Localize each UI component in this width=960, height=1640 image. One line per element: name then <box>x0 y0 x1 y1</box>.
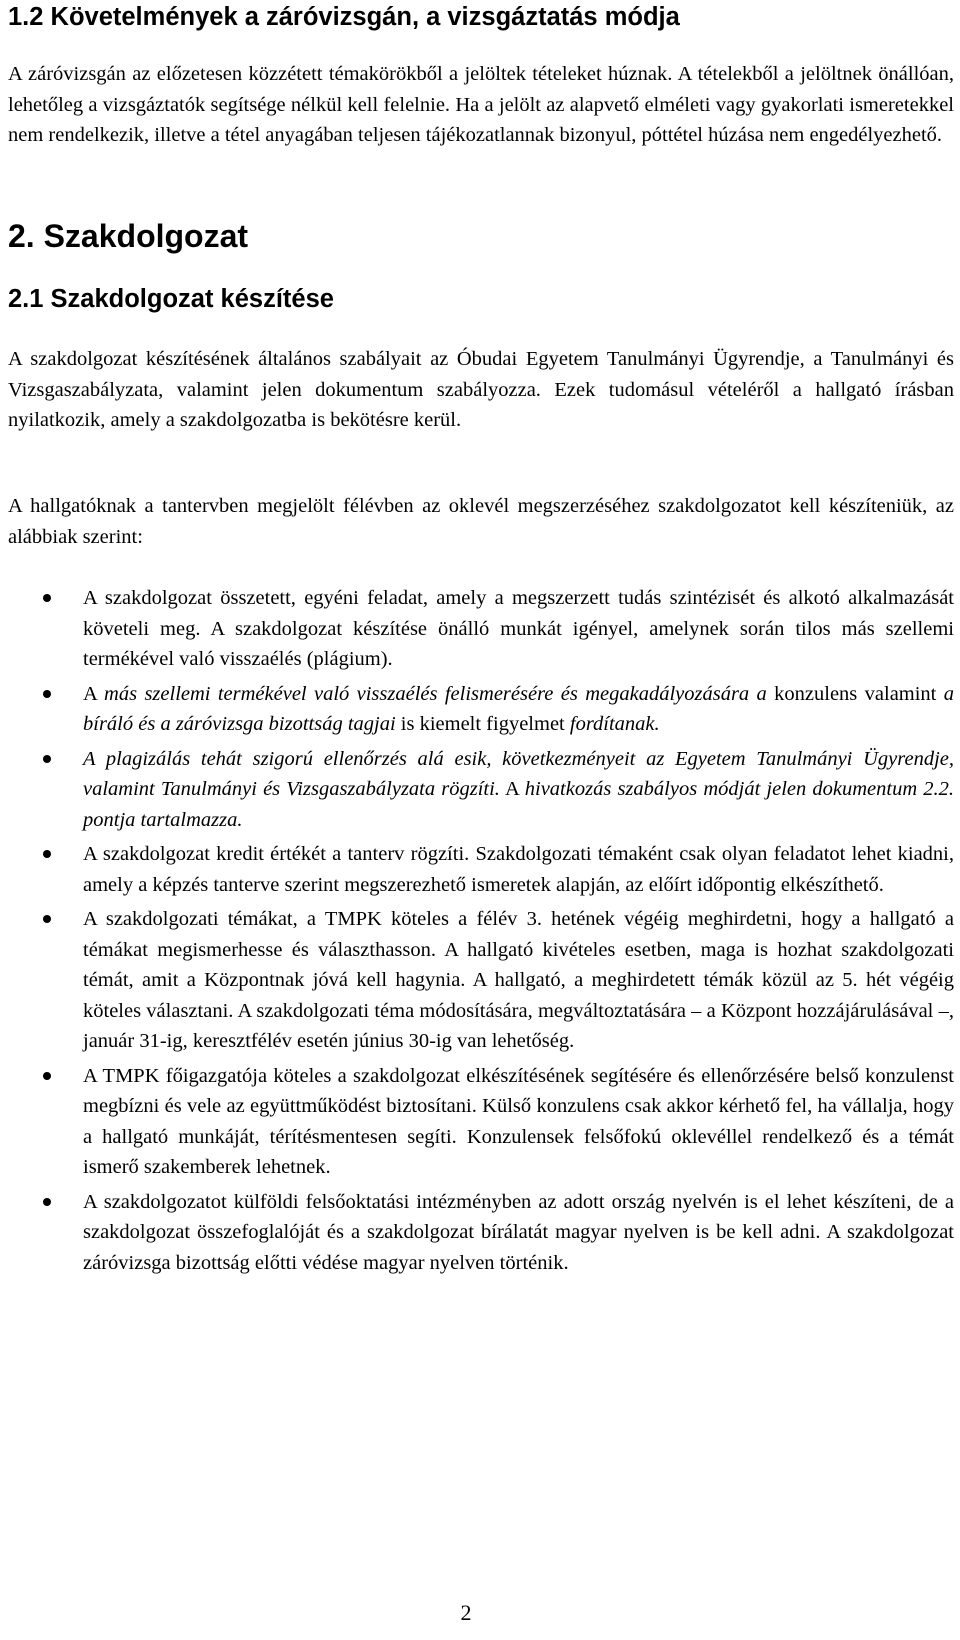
section-heading-1-2: 1.2 Követelmények a záróvizsgán, a vizsgáztatás módja <box>8 3 680 31</box>
list-item-text-italic: fordítanak. <box>569 713 660 735</box>
list-item <box>8 839 954 900</box>
thesis-requirements-list <box>8 583 954 1282</box>
list-item-text: A szakdolgozat összetett, egyéni feladat, amely a megszerzett tudás szintézisét és alkotó alkalmazását követeli meg. A szakdolgozat készítése önálló munkát igényel, amelynek során tilos más szellemi termékével való visszaélés (plágium). <box>83 587 954 670</box>
list-item-text: A <box>83 682 105 705</box>
bullet-icon <box>43 594 51 602</box>
bullet-icon <box>43 755 51 763</box>
list-item <box>8 583 954 675</box>
list-item-text-italic: a bíráló és a záróvizsga bizottság tagjai <box>83 682 954 735</box>
paragraph-exam-requirements: A záróvizsgán az előzetesen közzétett témakörökből a jelöltek tételeket húznak. A tételekből a jelöltnek önállóan, lehetőleg a vizsgáztatók segítsége nélkül kell felelnie. Ha a jelölt az alapvető elméleti vagy gyakorlati ismeretekkel nem rendelkezik, illetve a tétel anyagában teljesen tájékozatlannak bizonyul, póttétel húzása nem engedélyezhető. <box>8 63 954 146</box>
section-heading-2-1: 2.1 Szakdolgozat készítése <box>8 285 334 313</box>
list-item-text-italic: A plagizálás tehát szigorú ellenőrzés alá esik, következményeit az Egyetem Tanulmányi Ügyrendje, valamint Tanulmányi és Vizsgaszabályzata rögzíti. <box>83 747 954 800</box>
bullet-icon <box>43 690 51 698</box>
list-item-text-italic: hivatkozás szabályos módját jelen dokumentum 2.2. pontja tartalmazza. <box>83 778 955 831</box>
section-heading-2: 2. Szakdolgozat <box>8 218 249 254</box>
list-item-text: A szakdolgozatot külföldi felsőoktatási intézményben az adott ország nyelvén is el lehet készíteni, de a szakdolgozat összefoglalóját és a szakdolgozat bírálatát magyar nyelven is be kell adni. A szakdolgozat záróvizsga bizottság előtti védése magyar nyelven történik. <box>83 1190 954 1274</box>
list-item <box>8 679 954 740</box>
bullet-icon <box>43 915 51 923</box>
list-item-text: A <box>499 778 525 800</box>
paragraph-thesis-rules: A szakdolgozat készítésének általános szabályait az Óbudai Egyetem Tanulmányi Ügyrendje, a Tanulmányi és Vizsgaszabályzata, valamint jelen dokumentum szabályozza. Ezek tudomásul vételéről a hallgató írásban nyilatkozik, amely a szakdolgozatba is bekötésre kerül. <box>8 348 954 431</box>
list-item-text: A TMPK főigazgatója köteles a szakdolgozat elkészítésének segítésére és ellenőrzésére belső konzulenst megbízni és vele az együttműködést biztosítani. Külső konzulens csak akkor kérhető fel, ha vállalja, hogy a hallgató munkáját, térítésmentesen segíti. Konzulensek felsőfokú oklevéllel rendelkező és a témát ismerő szakemberek lehetnek. <box>83 1064 954 1178</box>
page-number: 2 <box>460 1600 472 1625</box>
bullet-icon <box>43 1072 51 1080</box>
paragraph-thesis-intro: A hallgatóknak a tantervben megjelölt félévben az oklevél megszerzéséhez szakdolgozatot kell készíteniük, az alábbiak szerint: <box>8 495 954 548</box>
list-item <box>8 1061 954 1183</box>
list-item-text: A szakdolgozati témákat, a TMPK köteles a félév 3. hetének végéig meghirdetni, hogy a hallgató a témákat megismerhesse és választhasson. A hallgató kivételes esetben, maga is hozhat szakdolgozati témát, amit a Központnak jóvá kell hagynia. A hallgató, a meghirdetett témák közül az 5. hét végéig köteles választani. A szakdolgozati téma módosítására, megváltoztatására – a Központ hozzájárulásával –, január 31-ig, keresztfélév esetén június 30-ig van lehetőség. <box>83 908 954 1052</box>
bullet-icon <box>43 850 51 858</box>
list-item-text: A szakdolgozat kredit értékét a tanterv rögzíti. Szakdolgozati témaként csak olyan feladatot lehet kiadni, amely a képzés tanterve szerint megszerezhető ismeretek alapján, az előírt időpontig elkészíthető. <box>83 843 954 896</box>
list-item-text-italic: más szellemi termékével való visszaélés felismerésére és megakadályozására a <box>104 682 767 705</box>
bullet-icon <box>43 1198 51 1206</box>
list-item-text: is kiemelt figyelmet <box>395 713 570 735</box>
list-item <box>8 904 954 1057</box>
list-item-text: konzulens valamint <box>766 682 944 705</box>
list-item <box>8 744 954 836</box>
list-item <box>8 1187 954 1279</box>
